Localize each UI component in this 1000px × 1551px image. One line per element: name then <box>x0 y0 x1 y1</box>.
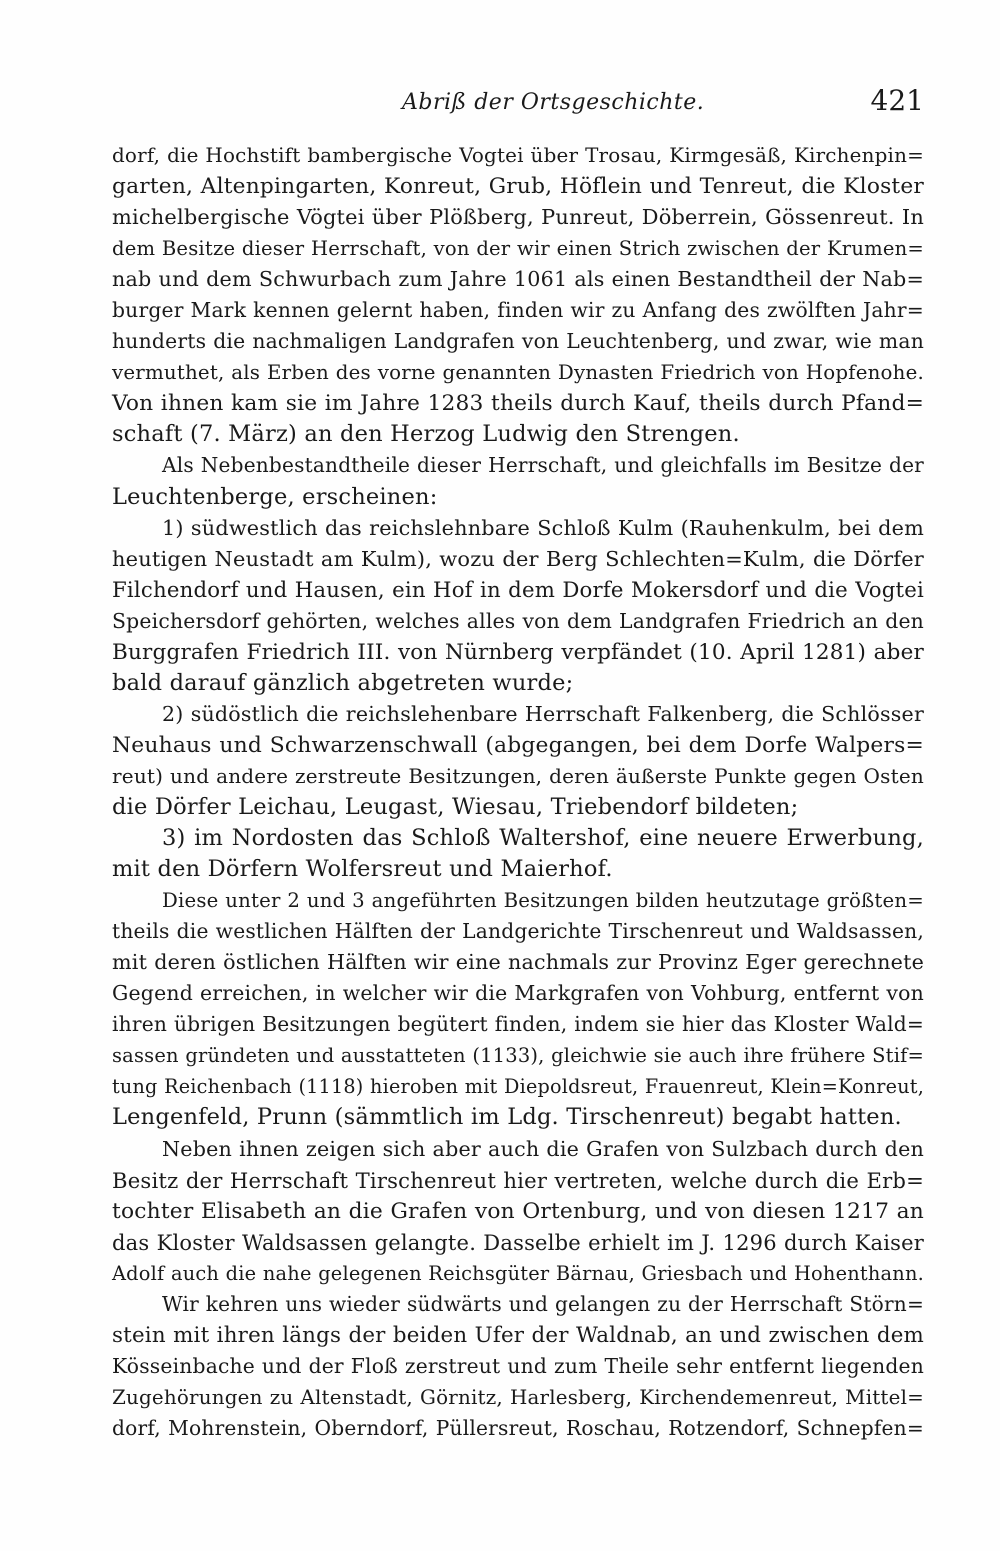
text-line: Neben ihnen zeigen sich aber auch die Grafen von Sulzbach durch den <box>162 1136 924 1161</box>
text-line: ihren übrigen Besitzungen begütert finden, indem sie hier das Kloster Wald= <box>112 1012 924 1037</box>
text-line: reut) und andere zerstreute Besitzungen, deren äußerste Punkte gegen Osten <box>112 763 924 788</box>
text-line: nab und dem Schwurbach zum Jahre 1061 als einen Bestandtheil der Nab= <box>112 267 924 292</box>
text-line: Von ihnen kam sie im Jahre 1283 theils durch Kauf, theils durch Pfand= <box>112 391 924 417</box>
text-line: Leuchtenberge, erscheinen: <box>112 483 438 510</box>
text-line: dorf, die Hochstift bambergische Vogtei über Trosau, Kirmgesäß, Kirchenpin= <box>112 144 924 167</box>
text-line: mit deren östlichen Hälften wir eine nachmals zur Provinz Eger gerechnete <box>112 950 924 975</box>
text-line: 1) südwestlich das reichslehnbare Schloß Kulm (Rauhenkulm, bei dem <box>162 515 924 540</box>
text-line: garten, Altenpingarten, Konreut, Grub, Höflein und Tenreut, die Kloster <box>112 174 924 200</box>
text-line: heutigen Neustadt am Kulm), wozu der Berg Schlechten=Kulm, die Dörfer <box>112 546 924 571</box>
text-line: mit den Dörfern Wolfersreut und Maierhof. <box>112 856 613 883</box>
text-line: Diese unter 2 und 3 angeführten Besitzungen bilden heutzutage größten= <box>162 889 924 913</box>
text-line: tochter Elisabeth an die Grafen von Ortenburg, und von diesen 1217 an <box>112 1198 924 1224</box>
text-line: dorf, Mohrenstein, Oberndorf, Püllersreut, Roschau, Rotzendorf, Schnepfen= <box>112 1415 924 1440</box>
text-line: theils die westlichen Hälften der Landgerichte Tirschenreut und Waldsassen, <box>112 919 924 944</box>
text-line: bald darauf gänzlich abgetreten wurde; <box>112 669 574 696</box>
text-line: burger Mark kennen gelernt haben, finden wir zu Anfang des zwölften Jahr= <box>112 298 924 323</box>
page-number: 421 <box>870 84 924 117</box>
text-line: schaft (7. März) an den Herzog Ludwig den Strengen. <box>112 421 740 448</box>
text-line: 3) im Nordosten das Schloß Waltershof, eine neuere Erwerbung, <box>162 825 924 852</box>
running-head <box>112 84 924 124</box>
text-line: Zugehörungen zu Altenstadt, Görnitz, Harlesberg, Kirchendemenreut, Mittel= <box>112 1385 924 1409</box>
text-line: Gegend erreichen, in welcher wir die Markgrafen von Vohburg, entfernt von <box>112 981 924 1006</box>
text-line: Speichersdorf gehörten, welches alles von dem Landgrafen Friedrich an den <box>112 608 924 633</box>
text-line: 2) südöstlich die reichslehenbare Herrschaft Falkenberg, die Schlösser <box>162 701 924 726</box>
text-line: dem Besitze dieser Herrschaft, von der wir einen Strich zwischen der Krumen= <box>112 237 924 261</box>
text-line: sassen gründeten und ausstatteten (1133), gleichwie sie auch ihre frühere Stif= <box>112 1044 924 1068</box>
text-line: Adolf auch die nahe gelegenen Reichsgüter Bärnau, Griesbach und Hohenthann. <box>112 1261 924 1285</box>
text-line: Filchendorf und Hausen, ein Hof in dem Dorfe Mokersdorf und die Vogtei <box>112 577 924 603</box>
text-line: tung Reichenbach (1118) hieroben mit Diepoldsreut, Frauenreut, Klein=Konreut, <box>112 1075 924 1099</box>
text-line: vermuthet, als Erben des vorne genannten Dynasten Friedrich von Hopfenohe. <box>112 361 924 385</box>
text-line: Als Nebenbestandtheile dieser Herrschaft, und gleichfalls im Besitze der <box>162 453 924 478</box>
text-line: Wir kehren uns wieder südwärts und gelangen zu der Herrschaft Störn= <box>162 1291 924 1316</box>
text-line: die Dörfer Leichau, Leugast, Wiesau, Triebendorf bildeten; <box>112 793 799 820</box>
text-line: michelbergische Vögtei über Plößberg, Punreut, Döberrein, Gössenreut. In <box>112 205 924 230</box>
text-line: das Kloster Waldsassen gelangte. Dasselbe erhielt im J. 1296 durch Kaiser <box>112 1229 924 1255</box>
running-title: Abriß der Ortsgeschichte. <box>402 90 705 115</box>
text-line: Neuhaus und Schwarzenschwall (abgegangen, bei dem Dorfe Walpers= <box>112 732 924 758</box>
text-line: Besitz der Herrschaft Tirschenreut hier vertreten, welche durch die Erb= <box>112 1167 924 1193</box>
text-line: Burggrafen Friedrich III. von Nürnberg verpfändet (10. April 1281) aber <box>112 639 924 665</box>
text-line: stein mit ihren längs der beiden Ufer der Waldnab, an und zwischen dem <box>112 1322 924 1348</box>
text-line: Lengenfeld, Prunn (sämmtlich im Ldg. Tirschenreut) begabt hatten. <box>112 1104 902 1131</box>
text-line: hunderts die nachmaligen Landgrafen von Leuchtenberg, und zwar, wie man <box>112 329 924 354</box>
body-text <box>112 140 924 1444</box>
text-line: Kösseinbache und der Floß zerstreut und zum Theile sehr entfernt liegenden <box>112 1353 924 1378</box>
